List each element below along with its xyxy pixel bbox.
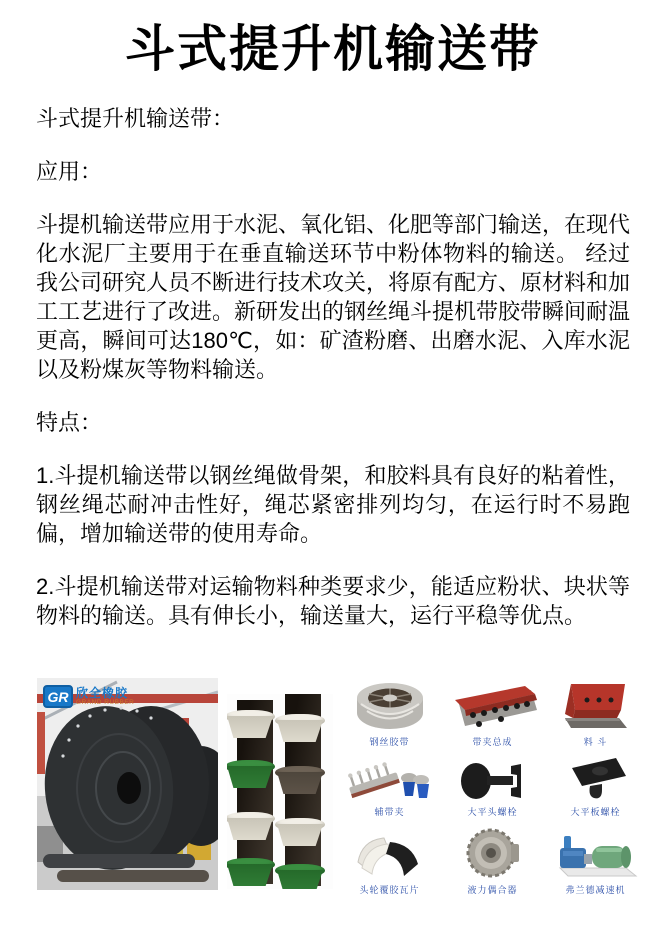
paragraph-application-text: 斗提机输送带应用于水泥、氧化铝、化肥等部门输送，在现代化水泥厂主要用于在垂直输送环节中粉体物料的输送。 经过我公司研究人员不断进行技术攻关，将原有配方、原材料和加工工艺进行了改进。新研发出的钢丝绳斗提机带胶带瞬间耐温更高，瞬间可达180℃，如：矿渣粉磨、出磨水泥、入库水泥以及粉煤灰等物料输送。	[36, 212, 631, 382]
paragraph-feature-1: 1.斗提机输送带以钢丝绳做骨架，和胶料具有良好的粘着性，钢丝绳芯耐冲击性好，绳芯紧密排列均匀，在运行时不易跑偏，增加输送带的使用寿命。	[36, 463, 630, 546]
product-page	[0, 22, 666, 952]
elevator-bucket-green	[227, 858, 275, 886]
product-item	[441, 818, 544, 896]
product-label: 辅带夹	[374, 807, 405, 817]
accessory-grid	[338, 672, 647, 896]
elevator-bucket-green	[275, 864, 325, 889]
paragraph-feature-2: 2.斗提机输送带对运输物料种类要求少，能适应粉状、块状等物料的输送。具有伸长小，输送量大，运行平稳等优点。	[36, 574, 630, 628]
logo-name-cn: 欣全橡胶	[76, 685, 129, 700]
logo-gr-icon: GR	[43, 685, 73, 708]
company-logo	[43, 685, 134, 708]
flender-reducer-icon	[554, 830, 638, 880]
paragraph-heading: 斗式提升机输送带：	[36, 106, 235, 131]
page-title: 斗式提升机输送带	[125, 21, 541, 77]
hopper-bucket-icon	[563, 680, 629, 732]
auxiliary-belt-clamp-icon	[347, 756, 433, 802]
elevator-bucket-white	[275, 818, 325, 846]
product-label: 头轮覆胶瓦片	[359, 885, 420, 895]
factory-scene-image	[37, 678, 218, 890]
product-item	[544, 818, 647, 896]
elevator-bucket-white	[227, 710, 275, 738]
product-gallery	[0, 662, 666, 952]
product-label: 钢丝胶带	[369, 737, 410, 747]
product-item	[338, 748, 441, 818]
product-item	[441, 748, 544, 818]
product-label: 大平板螺栓	[570, 807, 621, 817]
product-item	[441, 672, 544, 748]
product-item	[544, 748, 647, 818]
elevator-bucket-green	[227, 760, 275, 788]
elevator-bucket-white	[227, 812, 275, 840]
paragraph-features-label: 特点：	[36, 410, 103, 435]
article-body	[0, 104, 666, 630]
product-label: 带夹总成	[472, 737, 513, 747]
product-label: 弗兰德减速机	[565, 885, 626, 895]
product-item	[338, 672, 441, 748]
steel-wire-belt-roll-icon	[355, 680, 425, 732]
belt-clamp-assembly-icon	[449, 686, 537, 732]
elevator-bucket-metal	[275, 766, 325, 794]
product-item	[338, 818, 441, 896]
logo-text	[76, 687, 134, 707]
flat-plate-bolt-icon	[564, 756, 628, 802]
elevator-bucket-white	[275, 714, 325, 742]
paragraph-application-label: 应用：	[36, 159, 103, 184]
logo-name-en: GRAND RUBBER	[76, 698, 135, 706]
bucket-display-photo	[227, 694, 333, 889]
head-wheel-rubber-tile-icon	[354, 832, 426, 880]
product-label: 液力偶合器	[467, 885, 518, 895]
fluid-coupling-icon	[465, 826, 521, 880]
flat-head-bolt-icon	[459, 760, 527, 802]
product-label: 大平头螺栓	[467, 807, 518, 817]
factory-belt-roll-photo	[37, 678, 218, 890]
product-item	[544, 672, 647, 748]
product-label: 料 斗	[583, 737, 608, 747]
